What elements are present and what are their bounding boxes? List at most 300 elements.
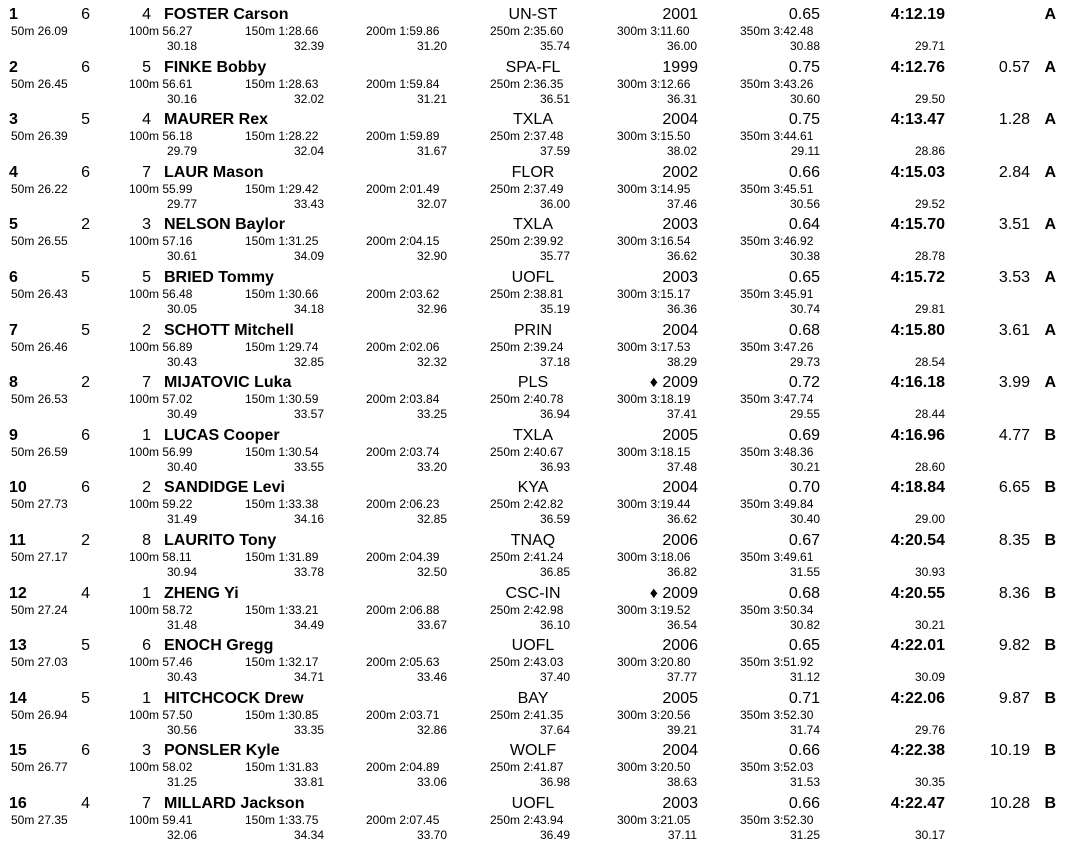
place: 12 xyxy=(9,584,27,602)
place: 11 xyxy=(9,532,26,549)
split-100m: 30.40 xyxy=(166,459,197,474)
qualification-code: A xyxy=(1044,269,1056,286)
team-code: UOFL xyxy=(511,795,555,812)
swimmer-name: PONSLER Kyle xyxy=(164,742,280,760)
split-100m: 30.05 xyxy=(166,302,197,316)
split-150m: 33.81 xyxy=(293,775,324,790)
cumulative-200m: 200m 2:06.23 xyxy=(366,497,440,512)
cumulative-350m: 350m 3:49.84 xyxy=(740,497,814,512)
birth-year: 2001 xyxy=(662,6,698,23)
swimmer-name: ENOCH Gregg xyxy=(164,637,274,655)
split-150m: 32.02 xyxy=(293,91,324,106)
heat-number: 5 xyxy=(81,689,90,707)
cumulative-250m: 250m 2:43.94 xyxy=(490,813,564,827)
heat-number: 2 xyxy=(81,216,90,234)
split-200m: 31.21 xyxy=(416,91,447,106)
final-time: 4:12.76 xyxy=(890,58,945,76)
split-400m: 28.60 xyxy=(914,459,945,474)
birth-year: 2006 xyxy=(662,637,698,655)
team-code: PRIN xyxy=(513,321,553,339)
birth-year: 2002 xyxy=(662,163,698,181)
split-250m: 36.85 xyxy=(539,565,570,579)
swimmer-name: MAURER Rex xyxy=(164,111,269,129)
time-behind: 6.65 xyxy=(998,479,1030,497)
split-150m: 34.16 xyxy=(293,512,324,527)
team-code: CSC-IN xyxy=(505,584,561,602)
split-300m: 37.48 xyxy=(666,459,697,474)
cumulative-100m: 100m 56.61 xyxy=(129,76,193,91)
split-300m: 39.21 xyxy=(666,722,697,737)
split-400m: 30.93 xyxy=(914,565,945,579)
split-200m: 32.90 xyxy=(416,249,447,264)
final-time: 4:13.47 xyxy=(890,111,945,129)
birth-year: 2004 xyxy=(662,111,698,129)
cumulative-250m: 250m 2:36.35 xyxy=(490,76,564,91)
final-time: 4:15.70 xyxy=(890,216,945,234)
lane-number: 7 xyxy=(142,795,151,812)
team-code: FLOR xyxy=(511,163,555,181)
cumulative-100m: 100m 56.99 xyxy=(129,444,193,459)
split-300m: 36.36 xyxy=(666,302,697,316)
reaction-time: 0.65 xyxy=(788,6,820,23)
cumulative-50m: 50m 26.22 xyxy=(11,181,68,196)
time-behind: 3.51 xyxy=(998,216,1030,234)
swimmer-name: MIJATOVIC Luka xyxy=(164,374,292,392)
heat-number: 6 xyxy=(81,58,90,76)
birth-year: 2004 xyxy=(662,321,698,339)
cumulative-350m: 350m 3:47.74 xyxy=(740,392,814,407)
split-300m: 37.77 xyxy=(666,670,697,685)
split-400m: 28.86 xyxy=(914,144,945,159)
lane-number: 7 xyxy=(142,374,151,392)
qualification-code: A xyxy=(1044,216,1056,234)
cumulative-150m: 150m 1:33.75 xyxy=(245,813,319,827)
cumulative-200m: 200m 2:04.15 xyxy=(366,234,440,249)
split-350m: 30.38 xyxy=(789,249,820,264)
split-200m: 31.67 xyxy=(416,144,447,159)
split-250m: 36.59 xyxy=(539,512,570,527)
cumulative-350m: 350m 3:42.48 xyxy=(740,24,814,38)
swimmer-name: ZHENG Yi xyxy=(164,584,239,602)
birth-year: 2006 xyxy=(662,532,698,549)
swimmer-name: NELSON Baylor xyxy=(164,216,285,234)
split-100m: 31.49 xyxy=(166,512,197,527)
cumulative-350m: 350m 3:52.03 xyxy=(740,760,814,775)
split-300m: 36.54 xyxy=(666,617,697,632)
split-400m: 28.78 xyxy=(914,249,945,264)
final-time: 4:20.54 xyxy=(890,532,945,549)
birth-year: 2005 xyxy=(662,689,698,707)
split-400m: 29.50 xyxy=(914,91,945,106)
cumulative-150m: 150m 1:30.59 xyxy=(245,392,319,407)
qualification-code: B xyxy=(1044,742,1056,760)
swimmer-name: LAURITO Tony xyxy=(164,532,277,549)
cumulative-100m: 100m 59.22 xyxy=(129,497,193,512)
cumulative-150m: 150m 1:30.85 xyxy=(245,707,319,722)
cumulative-300m: 300m 3:15.17 xyxy=(617,287,691,301)
split-150m: 34.34 xyxy=(293,828,324,842)
final-time: 4:22.01 xyxy=(890,637,945,655)
split-300m: 37.46 xyxy=(666,196,697,211)
qualification-code: A xyxy=(1044,163,1056,181)
heat-number: 6 xyxy=(81,742,90,760)
cumulative-50m: 50m 27.24 xyxy=(11,602,68,617)
cumulative-250m: 250m 2:35.60 xyxy=(490,24,564,38)
result-entry xyxy=(0,473,1080,526)
cumulative-350m: 350m 3:52.30 xyxy=(740,707,814,722)
reaction-time: 0.70 xyxy=(788,479,820,497)
split-400m: 28.44 xyxy=(914,407,945,422)
split-400m: 30.35 xyxy=(914,775,945,790)
split-150m: 33.55 xyxy=(293,459,324,474)
cumulative-350m: 350m 3:45.91 xyxy=(740,287,814,301)
cumulative-100m: 100m 57.46 xyxy=(129,655,193,670)
cumulative-50m: 50m 26.45 xyxy=(11,76,68,91)
final-time: 4:16.96 xyxy=(890,426,945,444)
reaction-time: 0.64 xyxy=(788,216,820,234)
final-time: 4:16.18 xyxy=(890,374,945,392)
reaction-time: 0.75 xyxy=(788,58,820,76)
result-entry xyxy=(0,421,1080,474)
split-200m: 33.67 xyxy=(416,617,447,632)
split-200m: 32.07 xyxy=(416,196,447,211)
cumulative-250m: 250m 2:41.24 xyxy=(490,550,564,564)
split-250m: 35.74 xyxy=(539,39,570,53)
reaction-time: 0.67 xyxy=(788,532,820,549)
time-behind: 9.82 xyxy=(998,637,1030,655)
cumulative-150m: 150m 1:33.21 xyxy=(245,602,319,617)
heat-number: 6 xyxy=(81,6,90,23)
split-250m: 35.77 xyxy=(539,249,570,264)
time-behind: 3.99 xyxy=(998,374,1030,392)
cumulative-50m: 50m 26.55 xyxy=(11,234,68,249)
time-behind: 3.53 xyxy=(998,269,1030,286)
cumulative-250m: 250m 2:39.92 xyxy=(490,234,564,249)
cumulative-150m: 150m 1:30.54 xyxy=(245,444,319,459)
result-entry xyxy=(0,526,1080,579)
cumulative-200m: 200m 2:04.89 xyxy=(366,760,440,775)
cumulative-300m: 300m 3:15.50 xyxy=(617,129,691,144)
team-code: WOLF xyxy=(509,742,557,760)
cumulative-250m: 250m 2:40.67 xyxy=(490,444,564,459)
cumulative-100m: 100m 56.27 xyxy=(129,24,193,38)
split-400m: 29.81 xyxy=(914,302,945,316)
split-250m: 35.19 xyxy=(539,302,570,316)
split-250m: 36.51 xyxy=(539,91,570,106)
split-350m: 29.11 xyxy=(790,144,820,159)
split-250m: 36.93 xyxy=(539,459,570,474)
split-100m: 31.25 xyxy=(166,775,197,790)
split-350m: 29.73 xyxy=(789,354,820,369)
cumulative-200m: 200m 1:59.84 xyxy=(366,76,440,91)
split-400m: 28.54 xyxy=(914,354,945,369)
result-entry xyxy=(0,0,1080,53)
place: 6 xyxy=(9,269,18,286)
split-100m: 32.06 xyxy=(166,828,197,842)
qualification-code: B xyxy=(1044,479,1056,497)
cumulative-300m: 300m 3:11.60 xyxy=(617,24,690,38)
heat-number: 6 xyxy=(81,479,90,497)
heat-number: 6 xyxy=(81,163,90,181)
split-350m: 30.60 xyxy=(789,91,820,106)
cumulative-50m: 50m 26.09 xyxy=(11,24,68,38)
split-150m: 33.35 xyxy=(293,722,324,737)
final-time: 4:12.19 xyxy=(890,6,945,23)
qualification-code: A xyxy=(1044,321,1056,339)
qualification-code: B xyxy=(1044,426,1056,444)
split-350m: 30.21 xyxy=(789,459,820,474)
cumulative-250m: 250m 2:39.24 xyxy=(490,339,564,354)
cumulative-150m: 150m 1:29.74 xyxy=(245,339,319,354)
split-150m: 33.43 xyxy=(293,196,324,211)
place: 14 xyxy=(9,689,27,707)
place: 9 xyxy=(9,426,18,444)
reaction-time: 0.68 xyxy=(788,584,820,602)
cumulative-300m: 300m 3:18.19 xyxy=(617,392,691,407)
cumulative-100m: 100m 55.99 xyxy=(129,181,193,196)
cumulative-300m: 300m 3:19.44 xyxy=(617,497,691,512)
split-200m: 33.06 xyxy=(416,775,447,790)
lane-number: 1 xyxy=(142,689,151,707)
result-entry xyxy=(0,631,1080,684)
lane-number: 1 xyxy=(142,584,151,602)
cumulative-150m: 150m 1:32.17 xyxy=(245,655,319,670)
birth-year: ♦ 2009 xyxy=(649,374,698,392)
team-code: TXLA xyxy=(512,426,553,444)
cumulative-100m: 100m 57.02 xyxy=(129,392,193,407)
cumulative-300m: 300m 3:20.50 xyxy=(617,760,691,775)
split-200m: 33.70 xyxy=(416,828,447,842)
place: 15 xyxy=(9,742,27,760)
team-code: SPA-FL xyxy=(505,58,561,76)
lane-number: 2 xyxy=(142,321,151,339)
split-150m: 34.49 xyxy=(293,617,324,632)
split-250m: 36.49 xyxy=(539,828,570,842)
lane-number: 5 xyxy=(142,269,151,286)
result-entry xyxy=(0,316,1080,369)
cumulative-350m: 350m 3:45.51 xyxy=(740,181,814,196)
lane-number: 7 xyxy=(142,163,151,181)
place: 8 xyxy=(9,374,18,392)
split-200m: 32.96 xyxy=(416,302,447,316)
split-250m: 37.18 xyxy=(539,354,570,369)
time-behind: 1.28 xyxy=(998,111,1030,129)
cumulative-300m: 300m 3:21.05 xyxy=(617,813,691,827)
split-250m: 36.98 xyxy=(539,775,570,790)
cumulative-300m: 300m 3:14.95 xyxy=(617,181,691,196)
split-350m: 30.74 xyxy=(789,302,820,316)
cumulative-250m: 250m 2:42.98 xyxy=(490,602,564,617)
cumulative-150m: 150m 1:28.66 xyxy=(245,24,319,38)
split-200m: 33.46 xyxy=(416,670,447,685)
result-entry xyxy=(0,210,1080,263)
cumulative-300m: 300m 3:12.66 xyxy=(617,76,691,91)
swimmer-name: MILLARD Jackson xyxy=(164,795,305,812)
time-behind: 10.19 xyxy=(989,742,1030,760)
cumulative-50m: 50m 27.35 xyxy=(11,813,68,827)
cumulative-300m: 300m 3:18.06 xyxy=(617,550,691,564)
birth-year: ♦ 2009 xyxy=(649,584,698,602)
team-code: BAY xyxy=(517,689,549,707)
lane-number: 2 xyxy=(142,479,151,497)
reaction-time: 0.69 xyxy=(788,426,820,444)
cumulative-100m: 100m 56.89 xyxy=(129,339,193,354)
swimmer-name: SANDIDGE Levi xyxy=(164,479,285,497)
swimmer-name: FOSTER Carson xyxy=(164,6,289,23)
split-400m: 30.21 xyxy=(914,617,945,632)
split-100m: 29.77 xyxy=(166,196,197,211)
split-300m: 37.41 xyxy=(666,407,697,422)
cumulative-250m: 250m 2:43.03 xyxy=(490,655,564,670)
reaction-time: 0.65 xyxy=(788,269,820,286)
cumulative-350m: 350m 3:48.36 xyxy=(740,444,814,459)
place: 16 xyxy=(9,795,27,812)
time-behind: 4.77 xyxy=(998,426,1030,444)
cumulative-250m: 250m 2:37.49 xyxy=(490,181,564,196)
cumulative-350m: 350m 3:43.26 xyxy=(740,76,814,91)
cumulative-50m: 50m 26.43 xyxy=(11,287,68,301)
cumulative-200m: 200m 2:03.71 xyxy=(366,707,440,722)
qualification-code: A xyxy=(1044,58,1056,76)
split-350m: 30.40 xyxy=(789,512,820,527)
cumulative-200m: 200m 2:02.06 xyxy=(366,339,440,354)
cumulative-350m: 350m 3:44.61 xyxy=(740,129,814,144)
cumulative-50m: 50m 26.39 xyxy=(11,129,68,144)
qualification-code: A xyxy=(1044,374,1056,392)
heat-number: 5 xyxy=(81,269,90,286)
lane-number: 3 xyxy=(142,216,151,234)
split-250m: 37.59 xyxy=(539,144,570,159)
reaction-time: 0.66 xyxy=(788,163,820,181)
heat-number: 2 xyxy=(81,374,90,392)
cumulative-350m: 350m 3:49.61 xyxy=(740,550,814,564)
qualification-code: B xyxy=(1044,637,1056,655)
lane-number: 8 xyxy=(142,532,151,549)
result-entry xyxy=(0,789,1080,842)
cumulative-350m: 350m 3:51.92 xyxy=(740,655,814,670)
birth-year: 2004 xyxy=(662,742,698,760)
cumulative-250m: 250m 2:38.81 xyxy=(490,287,564,301)
birth-year: 2005 xyxy=(662,426,698,444)
split-100m: 30.43 xyxy=(166,670,197,685)
reaction-time: 0.65 xyxy=(788,637,820,655)
cumulative-350m: 350m 3:46.92 xyxy=(740,234,814,249)
cumulative-200m: 200m 2:03.84 xyxy=(366,392,440,407)
cumulative-50m: 50m 26.53 xyxy=(11,392,68,407)
cumulative-200m: 200m 2:03.74 xyxy=(366,444,440,459)
cumulative-150m: 150m 1:28.22 xyxy=(245,129,319,144)
split-250m: 36.94 xyxy=(539,407,570,422)
split-200m: 31.20 xyxy=(416,39,447,53)
split-300m: 36.31 xyxy=(666,91,697,106)
split-350m: 29.55 xyxy=(789,407,820,422)
final-time: 4:22.38 xyxy=(890,742,945,760)
cumulative-200m: 200m 2:07.45 xyxy=(366,813,440,827)
place: 7 xyxy=(9,321,18,339)
reaction-time: 0.72 xyxy=(788,374,820,392)
result-entry xyxy=(0,368,1080,421)
cumulative-100m: 100m 57.16 xyxy=(129,234,193,249)
cumulative-200m: 200m 2:01.49 xyxy=(366,181,440,196)
lane-number: 4 xyxy=(142,6,151,23)
split-300m: 36.62 xyxy=(666,512,697,527)
split-150m: 33.57 xyxy=(293,407,324,422)
split-350m: 31.74 xyxy=(789,722,820,737)
team-code: UN-ST xyxy=(508,6,558,23)
cumulative-150m: 150m 1:31.83 xyxy=(245,760,319,775)
reaction-time: 0.75 xyxy=(788,111,820,129)
cumulative-300m: 300m 3:19.52 xyxy=(617,602,691,617)
split-100m: 30.16 xyxy=(166,91,197,106)
place: 4 xyxy=(9,163,18,181)
split-100m: 29.79 xyxy=(166,144,197,159)
birth-year: 1999 xyxy=(662,58,698,76)
team-code: TXLA xyxy=(512,216,553,234)
split-400m: 29.52 xyxy=(914,196,945,211)
result-entry xyxy=(0,105,1080,158)
cumulative-150m: 150m 1:31.25 xyxy=(245,234,319,249)
split-350m: 30.88 xyxy=(789,39,820,53)
split-350m: 30.56 xyxy=(789,196,820,211)
place: 13 xyxy=(9,637,27,655)
cumulative-100m: 100m 56.18 xyxy=(129,129,193,144)
cumulative-200m: 200m 2:05.63 xyxy=(366,655,440,670)
split-250m: 37.40 xyxy=(539,670,570,685)
heat-number: 5 xyxy=(81,111,90,129)
cumulative-50m: 50m 26.77 xyxy=(11,760,68,775)
cumulative-100m: 100m 59.41 xyxy=(129,813,193,827)
swimmer-name: FINKE Bobby xyxy=(164,58,267,76)
time-behind: 0.57 xyxy=(998,58,1030,76)
cumulative-300m: 300m 3:17.53 xyxy=(617,339,691,354)
final-time: 4:15.72 xyxy=(890,269,945,286)
qualification-code: A xyxy=(1044,111,1056,129)
split-150m: 32.39 xyxy=(293,39,324,53)
heat-number: 4 xyxy=(81,795,90,812)
reaction-time: 0.71 xyxy=(788,689,820,707)
split-200m: 33.25 xyxy=(416,407,447,422)
cumulative-200m: 200m 1:59.89 xyxy=(366,129,440,144)
split-400m: 29.76 xyxy=(914,722,945,737)
cumulative-350m: 350m 3:52.30 xyxy=(740,813,814,827)
cumulative-200m: 200m 2:03.62 xyxy=(366,287,440,301)
cumulative-250m: 250m 2:40.78 xyxy=(490,392,564,407)
qualification-code: A xyxy=(1044,6,1056,23)
split-200m: 33.20 xyxy=(416,459,447,474)
cumulative-50m: 50m 27.73 xyxy=(11,497,68,512)
split-100m: 31.48 xyxy=(166,617,197,632)
cumulative-350m: 350m 3:47.26 xyxy=(740,339,814,354)
split-350m: 30.82 xyxy=(789,617,820,632)
swimmer-name: HITCHCOCK Drew xyxy=(164,689,304,707)
time-behind: 3.61 xyxy=(998,321,1030,339)
final-time: 4:18.84 xyxy=(890,479,945,497)
time-behind: 9.87 xyxy=(998,689,1030,707)
cumulative-200m: 200m 2:04.39 xyxy=(366,550,440,564)
split-400m: 29.00 xyxy=(914,512,945,527)
cumulative-300m: 300m 3:16.54 xyxy=(617,234,691,249)
split-300m: 36.62 xyxy=(666,249,697,264)
birth-year: 2003 xyxy=(662,216,698,234)
split-300m: 36.82 xyxy=(666,565,697,579)
qualification-code: B xyxy=(1044,532,1056,549)
swimmer-name: LUCAS Cooper xyxy=(164,426,280,444)
swimmer-name: BRIED Tommy xyxy=(164,269,274,286)
team-code: PLS xyxy=(517,374,549,392)
split-250m: 37.64 xyxy=(539,722,570,737)
cumulative-200m: 200m 2:06.88 xyxy=(366,602,440,617)
cumulative-50m: 50m 26.59 xyxy=(11,444,68,459)
